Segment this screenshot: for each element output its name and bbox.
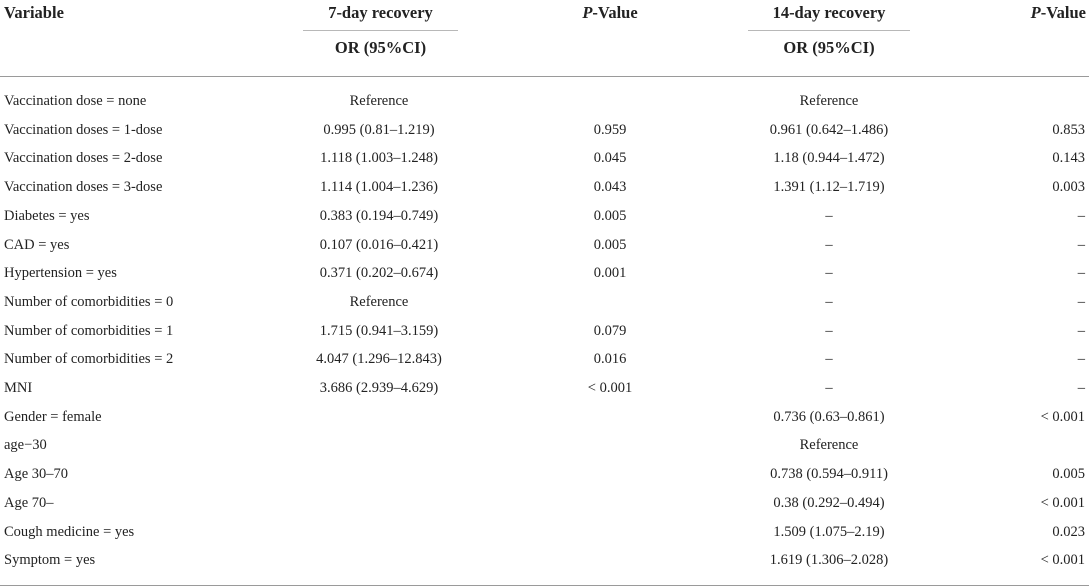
cell-pvalue-7day: 0.005 xyxy=(593,236,627,253)
header-14day-p-italic: P xyxy=(1030,3,1041,22)
cell-variable: Symptom = yes xyxy=(4,552,96,569)
cell-or-7day: 3.686 (2.939–4.629) xyxy=(319,380,439,396)
header-variable: Variable xyxy=(4,3,64,22)
cell-or-14day: 1.391 (1.12–1.719) xyxy=(773,179,885,196)
cell-or-14day: 1.619 (1.306–2.028) xyxy=(769,552,889,569)
header-7day-underline xyxy=(303,30,458,31)
cell-variable: CAD = yes xyxy=(4,236,70,253)
table-row xyxy=(0,431,1089,460)
cell-or-14day: Reference xyxy=(799,93,859,109)
cell-variable: Number of comorbidities = 0 xyxy=(4,293,174,310)
header-14day-pvalue xyxy=(990,3,1086,23)
table-row xyxy=(0,144,1089,173)
cell-pvalue-14day: – xyxy=(1077,265,1085,282)
cell-pvalue-14day: – xyxy=(1077,207,1085,224)
cell-pvalue-14day: 0.023 xyxy=(1052,523,1085,540)
header-7day-or: OR (95%CI) xyxy=(334,38,427,57)
cell-or-7day: 1.118 (1.003–1.248) xyxy=(320,150,438,167)
header-14day-recovery: 14-day recovery xyxy=(772,3,886,22)
cell-or-7day: 0.371 (0.202–0.674) xyxy=(319,265,439,282)
cell-or-14day: – xyxy=(825,293,833,310)
header-14day-p-rest: -Value xyxy=(1040,3,1086,22)
cell-pvalue-7day: 0.079 xyxy=(593,322,627,339)
cell-or-14day: – xyxy=(825,322,833,339)
cell-pvalue-14day: – xyxy=(1077,322,1085,339)
table-row xyxy=(0,317,1089,346)
table-row xyxy=(0,403,1089,432)
header-7day-p-italic: P xyxy=(582,3,593,22)
cell-or-14day: – xyxy=(825,351,833,368)
cell-variable: Vaccination doses = 1-dose xyxy=(4,121,163,138)
cell-or-14day: – xyxy=(825,236,833,253)
table-row xyxy=(0,231,1089,260)
cell-or-14day: 1.18 (0.944–1.472) xyxy=(773,150,885,167)
table-row xyxy=(0,116,1089,145)
cell-pvalue-7day: < 0.001 xyxy=(587,380,633,396)
cell-variable: Cough medicine = yes xyxy=(4,523,135,540)
cell-variable: Number of comorbidities = 2 xyxy=(4,351,174,368)
cell-pvalue-7day: 0.001 xyxy=(593,265,627,282)
cell-pvalue-14day: < 0.001 xyxy=(1040,408,1085,425)
cell-or-14day: 0.38 (0.292–0.494) xyxy=(773,494,885,511)
cell-or-7day: 4.047 (1.296–12.843) xyxy=(316,351,442,368)
cell-variable: Age 30–70 xyxy=(4,466,69,483)
table-row xyxy=(0,518,1089,547)
cell-pvalue-14day: 0.005 xyxy=(1052,466,1085,483)
cell-pvalue-7day: 0.016 xyxy=(593,351,627,368)
cell-or-7day: 0.383 (0.194–0.749) xyxy=(319,207,439,224)
cell-pvalue-14day: < 0.001 xyxy=(1040,552,1085,569)
table-row xyxy=(0,546,1089,575)
cell-variable: MNI xyxy=(4,380,33,396)
cell-pvalue-14day: – xyxy=(1077,236,1085,253)
cell-or-14day: 1.509 (1.075–2.19) xyxy=(773,523,885,540)
cell-pvalue-14day: 0.143 xyxy=(1052,150,1085,167)
cell-or-14day: – xyxy=(825,207,833,224)
cell-or-7day: 1.715 (0.941–3.159) xyxy=(319,322,439,339)
table-row xyxy=(0,345,1089,374)
cell-variable: Age 70– xyxy=(4,494,54,511)
header-7day-pvalue xyxy=(545,3,675,23)
header-14day-underline xyxy=(748,30,910,31)
cell-variable: Vaccination dose = none xyxy=(4,93,147,109)
cell-variable: Hypertension = yes xyxy=(4,265,117,282)
table-bottom-rule xyxy=(0,585,1089,586)
table-row xyxy=(0,489,1089,518)
cell-variable: Vaccination doses = 3-dose xyxy=(4,179,163,196)
table-row xyxy=(0,259,1089,288)
table-row xyxy=(0,87,1089,116)
table-row xyxy=(0,288,1089,317)
cell-variable: Vaccination doses = 2-dose xyxy=(4,150,163,167)
table-row xyxy=(0,173,1089,202)
table-row xyxy=(0,460,1089,489)
cell-variable: age−30 xyxy=(4,437,47,454)
cell-pvalue-7day: 0.005 xyxy=(593,207,627,224)
cell-or-14day: 0.736 (0.63–0.861) xyxy=(773,408,885,425)
cell-pvalue-7day: 0.043 xyxy=(593,179,627,196)
cell-pvalue-14day: 0.853 xyxy=(1052,121,1085,138)
cell-pvalue-14day: – xyxy=(1077,293,1085,310)
cell-pvalue-14day: < 0.001 xyxy=(1040,494,1085,511)
cell-or-7day: 1.114 (1.004–1.236) xyxy=(320,179,438,196)
cell-or-14day: – xyxy=(825,265,833,282)
cell-or-14day: – xyxy=(825,380,833,396)
cell-variable: Diabetes = yes xyxy=(4,207,90,224)
cell-pvalue-14day: 0.003 xyxy=(1052,179,1085,196)
cell-or-14day: 0.738 (0.594–0.911) xyxy=(770,466,888,483)
cell-pvalue-7day: 0.959 xyxy=(593,121,627,138)
cell-pvalue-14day: – xyxy=(1077,380,1085,396)
cell-or-7day: Reference xyxy=(349,293,409,310)
cell-or-14day: 0.961 (0.642–1.486) xyxy=(769,121,889,138)
cell-variable: Gender = female xyxy=(4,408,102,425)
cell-or-7day: 0.995 (0.81–1.219) xyxy=(323,121,435,138)
cell-or-7day: 0.107 (0.016–0.421) xyxy=(319,236,439,253)
cell-variable: Number of comorbidities = 1 xyxy=(4,322,174,339)
header-7day-p-rest: -Value xyxy=(592,3,638,22)
cell-or-7day: Reference xyxy=(349,93,409,109)
cell-pvalue-14day: – xyxy=(1077,351,1085,368)
table-row xyxy=(0,202,1089,231)
table-row xyxy=(0,374,1089,403)
cell-pvalue-7day: 0.045 xyxy=(593,150,627,167)
cell-or-14day: Reference xyxy=(799,437,859,454)
header-7day-recovery: 7-day recovery xyxy=(328,3,433,22)
header-bottom-rule xyxy=(0,76,1089,77)
header-14day-or: OR (95%CI) xyxy=(783,38,875,57)
